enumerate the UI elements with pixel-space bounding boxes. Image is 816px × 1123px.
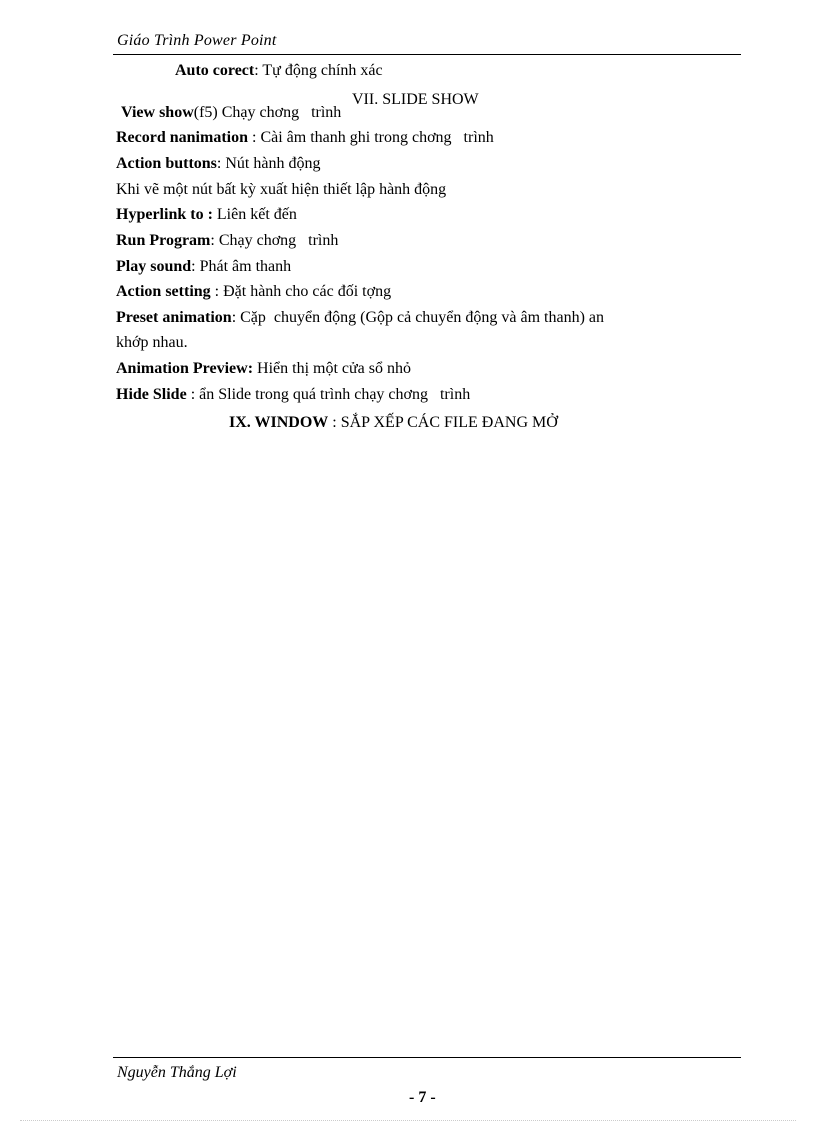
line-run-program xyxy=(116,231,338,251)
term-hyperlink: Hyperlink to : xyxy=(116,206,213,223)
desc-play-sound: : Phát âm thanh xyxy=(191,258,292,275)
term-animation-preview: Animation Preview: xyxy=(116,360,254,377)
section9-desc: : SẮP XẾP CÁC FILE ĐANG MỞ xyxy=(328,414,558,431)
line-auto-correct xyxy=(175,61,383,81)
footer-author: Nguyễn Thắng Lợi xyxy=(117,1064,237,1081)
desc-preset-animation: : Cặp chuyển động (Gộp cả chuyển động và âm thanh) an xyxy=(231,309,605,326)
desc-action-buttons: : Nút hành động xyxy=(216,155,321,172)
term-hide-slide: Hide Slide xyxy=(116,386,187,403)
desc-view-show: (f5) Chạy chơng trình xyxy=(193,104,342,121)
line-khi-ve: Khi vẽ một nút bất kỳ xuất hiện thiết lập hành động xyxy=(116,181,447,198)
line-record xyxy=(116,128,494,148)
term-auto-correct: Auto corect xyxy=(175,62,255,79)
header-rule xyxy=(113,54,741,55)
desc-action-setting: : Đặt hành cho các đối tợng xyxy=(210,283,392,300)
term-view-show: View show xyxy=(121,104,194,121)
line-action-buttons xyxy=(116,154,320,174)
line-hyperlink xyxy=(116,205,297,225)
desc-run-program: : Chạy chơng trình xyxy=(210,232,339,249)
term-record: Record nanimation xyxy=(116,129,248,146)
desc-record: : Cài âm thanh ghi trong chơng trình xyxy=(248,129,494,146)
page-bottom-border xyxy=(20,1120,796,1121)
line-preset-cont: khớp nhau. xyxy=(116,334,188,351)
line-animation-preview xyxy=(116,359,411,379)
line-hide-slide xyxy=(116,385,470,405)
section7-heading: VII. SLIDE SHOW xyxy=(352,91,479,108)
term-play-sound: Play sound xyxy=(116,258,192,275)
header-title: Giáo Trình Power Point xyxy=(117,32,277,49)
line-play-sound xyxy=(116,257,291,277)
term-run-program: Run Program xyxy=(116,232,211,249)
desc-hide-slide: : ẩn Slide trong quá trình chạy chơng trình xyxy=(186,386,471,403)
section9-term: IX. WINDOW xyxy=(229,414,329,431)
desc-animation-preview: Hiển thị một cửa sổ nhỏ xyxy=(253,360,411,377)
term-preset-animation: Preset animation xyxy=(116,309,232,326)
section9-heading xyxy=(229,413,558,433)
term-action-setting: Action setting xyxy=(116,283,211,300)
line-preset-animation xyxy=(116,308,604,328)
page-number: - 7 - xyxy=(409,1089,436,1106)
term-action-buttons: Action buttons xyxy=(116,155,217,172)
line-view-show xyxy=(121,103,341,123)
footer-rule xyxy=(113,1057,741,1058)
line-action-setting xyxy=(116,282,391,302)
desc-auto-correct: : Tự động chính xác xyxy=(254,62,383,79)
desc-hyperlink: Liên kết đến xyxy=(212,206,297,223)
